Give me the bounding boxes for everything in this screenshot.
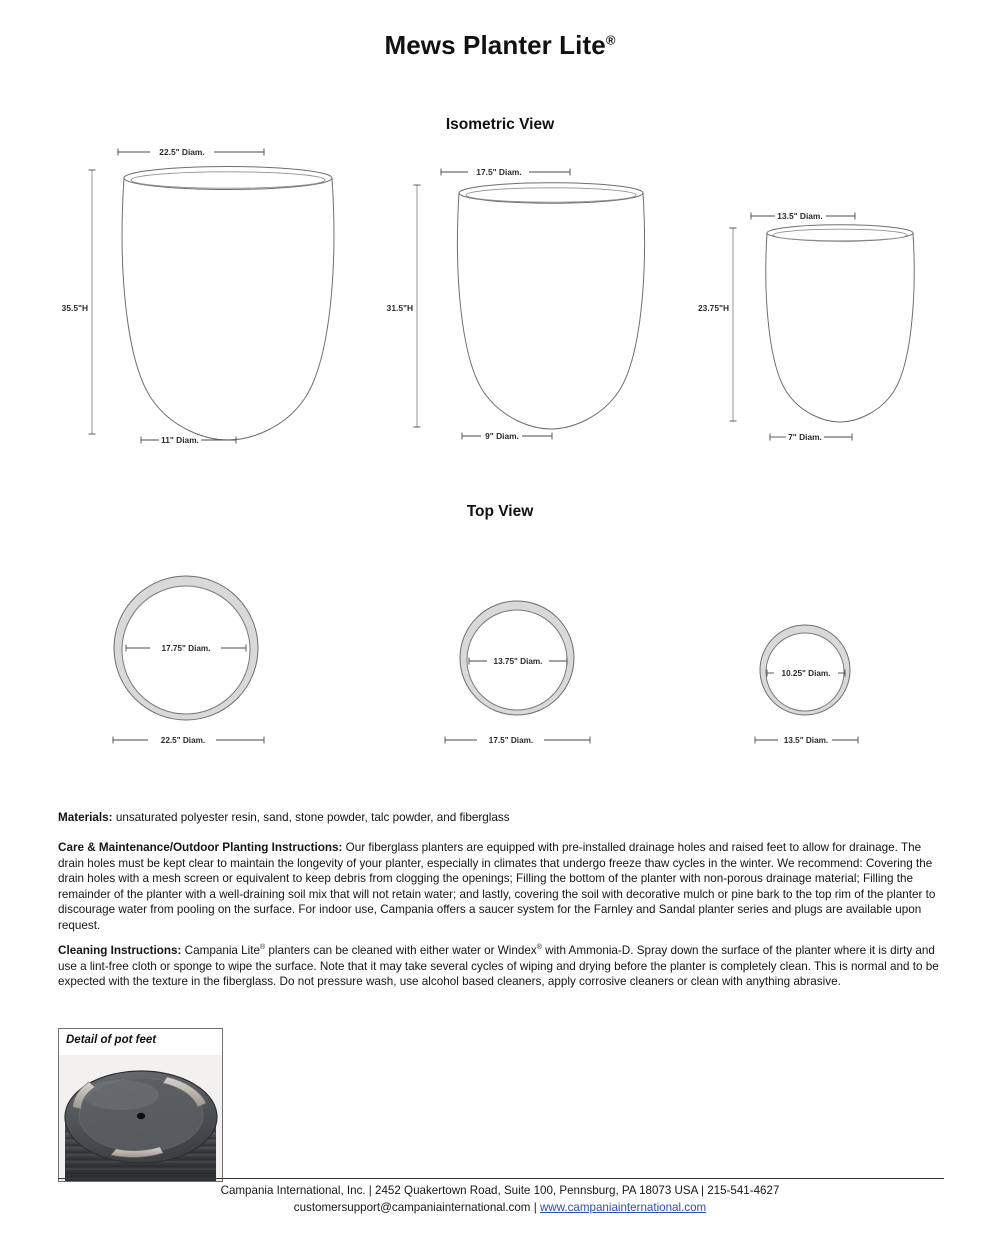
dim-small-bottom-diameter: [770, 432, 852, 442]
isometric-medium-planter: [457, 183, 644, 429]
dim-small-top-diameter: [751, 211, 855, 221]
dim-medium-bottom-diameter: [462, 431, 552, 441]
dim-topview-medium-outer: [445, 736, 590, 745]
dim-large-top-diameter: [118, 147, 264, 157]
dim-medium-top-diameter: [441, 167, 570, 177]
svg-text:13.5" Diam.: 13.5" Diam.: [783, 736, 829, 745]
cleaning-text-1: Campania Lite: [181, 944, 261, 957]
svg-text:13.5" Diam.: 13.5" Diam.: [777, 211, 823, 221]
footer: [0, 1183, 1000, 1217]
registered-mark: ®: [605, 32, 616, 48]
svg-text:17.5" Diam.: 17.5" Diam.: [488, 736, 534, 745]
dim-small-height: [698, 228, 736, 421]
care-paragraph: [58, 840, 944, 933]
svg-text:17.75" Diam.: 17.75" Diam.: [161, 644, 211, 653]
footer-email[interactable]: customersupport@campaniainternational.com: [293, 1200, 531, 1214]
detail-photo-box: [58, 1028, 223, 1182]
svg-text:7" Diam.: 7" Diam.: [788, 432, 822, 442]
isometric-small-planter: [766, 225, 914, 422]
svg-text:9" Diam.: 9" Diam.: [485, 431, 519, 441]
dim-large-height: [62, 170, 96, 434]
svg-text:13.75" Diam.: 13.75" Diam.: [493, 657, 543, 666]
cleaning-label: Cleaning Instructions:: [58, 944, 182, 957]
cleaning-paragraph: [58, 943, 944, 990]
cleaning-mark-1: ®: [260, 944, 266, 952]
care-label: Care & Maintenance/Outdoor Planting Instructions:: [58, 841, 343, 854]
materials-paragraph: [58, 810, 944, 826]
svg-text:23.75"H: 23.75"H: [698, 303, 729, 313]
cleaning-text-3: with Ammonia-D. Spray down the surface of the planter where it is dirty and use a lint-free cloth or sponge to wipe the surface. Note that it may take several cycles of wiping and drying before the planter is completely clean. This is normal and to be expected with the texture in the fiberglass. Do not pressure wash, use alcohol based cleaners, apply corrosive cleaners or clean with anything abrasive.: [58, 944, 939, 989]
isometric-large-planter: [122, 167, 334, 441]
isometric-view-heading: Isometric View: [445, 116, 555, 133]
svg-text:22.5" Diam.: 22.5" Diam.: [159, 147, 205, 157]
svg-text:11" Diam.: 11" Diam.: [161, 435, 199, 445]
svg-text:35.5"H: 35.5"H: [61, 303, 88, 313]
dim-medium-height: [387, 185, 421, 427]
materials-text: unsaturated polyester resin, sand, stone powder, talc powder, and fiberglass: [112, 811, 510, 824]
dim-topview-large-outer: [113, 736, 264, 745]
footer-contact-line: [0, 1200, 1000, 1217]
care-text: Our fiberglass planters are equipped with pre-installed drainage holes and raised feet to allow for drainage. The drain holes must be kept clear to maintain the longevity of your planter, especially in climates that undergo freeze thaw cycles in the winter. We recommend: Covering the drain holes with a mesh screen or equivalent to keep debris from clogging the openings; Filling the bottom of the planter with non-porous drainage material; Filling the remainder of the planter with a well-draining soil mix that will not retain water; and lastly, covering the soil with decorative mulch or pine bark to the top rim of the planter to discourage water from pooling on the surface. For indoor use, Campania offers a saucer system for the Farnley and Sandal planter series and plugs are available upon request.: [58, 841, 936, 932]
footer-separator: |: [530, 1200, 540, 1214]
svg-text:10.25" Diam.: 10.25" Diam.: [781, 669, 831, 678]
cleaning-mark-2: ®: [536, 944, 542, 952]
page-title-text: Mews Planter Lite: [384, 30, 606, 60]
footer-address-line: Campania International, Inc. | 2452 Quakertown Road, Suite 100, Pennsburg, PA 18073 USA | 215-541-4627: [220, 1184, 780, 1197]
top-view-heading: Top View: [466, 503, 534, 520]
footer-website-link[interactable]: www.campaniainternational.com: [539, 1200, 707, 1214]
footer-divider: [58, 1178, 944, 1179]
materials-label: Materials:: [58, 811, 113, 824]
cleaning-text-2: planters can be cleaned with either water or Windex: [265, 944, 537, 957]
detail-caption: Detail of pot feet: [66, 1034, 157, 1046]
svg-text:22.5" Diam.: 22.5" Diam.: [160, 736, 206, 745]
dim-topview-small-outer: [755, 736, 858, 745]
svg-text:31.5"H: 31.5"H: [386, 303, 413, 313]
pot-feet-photo: [59, 1055, 222, 1181]
svg-text:17.5" Diam.: 17.5" Diam.: [476, 167, 522, 177]
